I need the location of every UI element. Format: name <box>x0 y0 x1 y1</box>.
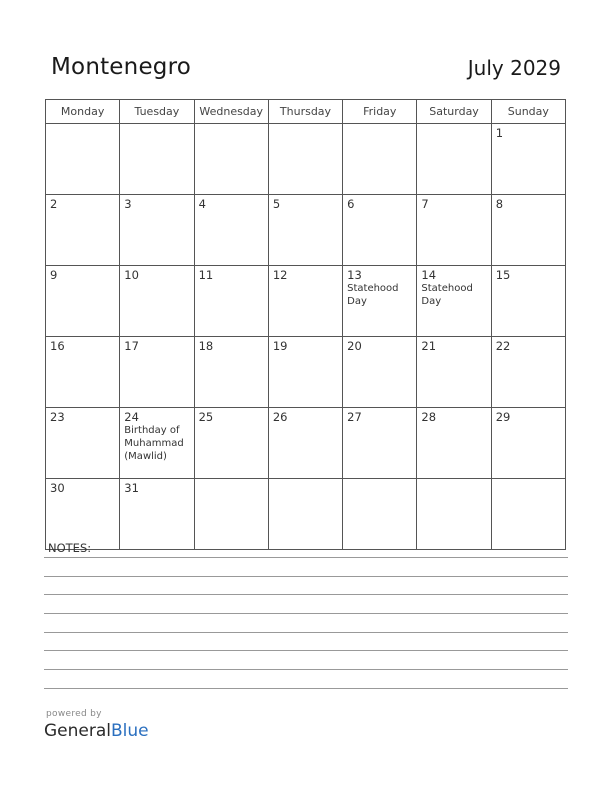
calendar-day-cell <box>194 408 268 479</box>
calendar-day-cell <box>194 266 268 337</box>
calendar-day-cell <box>46 124 120 195</box>
calendar-day-cell <box>120 408 194 479</box>
day-number: 14 <box>421 268 437 282</box>
day-number: 21 <box>421 339 437 353</box>
day-number: 18 <box>198 339 214 353</box>
calendar-day-cell <box>491 408 565 479</box>
calendar-day-cell <box>46 479 120 550</box>
day-number: 29 <box>495 410 511 424</box>
notes-line <box>44 613 568 614</box>
day-number: 10 <box>124 268 139 282</box>
day-number: 28 <box>421 410 437 424</box>
calendar-day-cell <box>417 195 491 266</box>
country-title: Montenegro <box>51 54 192 80</box>
calendar-day-cell <box>46 195 120 266</box>
weekday-header-wednesday: Wednesday <box>194 100 268 124</box>
day-number: 20 <box>347 339 362 353</box>
calendar-day-cell <box>343 266 417 337</box>
calendar-day-cell <box>343 124 417 195</box>
calendar-day-cell <box>417 408 491 479</box>
day-number: 6 <box>347 197 355 211</box>
brand-general-text: General <box>44 721 111 741</box>
day-number: 19 <box>272 339 288 353</box>
notes-label: NOTES: <box>48 541 92 555</box>
weekday-header-tuesday: Tuesday <box>120 100 194 124</box>
notes-line <box>44 669 568 670</box>
weekday-header-thursday: Thursday <box>268 100 342 124</box>
calendar-day-cell <box>417 479 491 550</box>
day-number: 5 <box>272 197 281 211</box>
day-number: 30 <box>50 481 65 495</box>
powered-by-text: powered by <box>46 709 102 719</box>
calendar-day-cell <box>268 266 342 337</box>
day-number: 9 <box>50 268 58 282</box>
day-number: 13 <box>347 268 362 282</box>
day-number: 4 <box>198 197 206 211</box>
calendar-day-cell <box>343 195 417 266</box>
notes-line <box>44 594 568 595</box>
day-number: 11 <box>198 268 214 282</box>
notes-line <box>44 576 568 577</box>
calendar-grid <box>45 99 566 550</box>
weekday-header-sunday: Sunday <box>491 100 565 124</box>
day-number: 22 <box>495 339 511 353</box>
calendar-day-cell <box>120 124 194 195</box>
calendar-day-cell <box>417 124 491 195</box>
weekday-header-monday: Monday <box>46 100 120 124</box>
notes-line <box>44 557 568 558</box>
notes-line <box>44 632 568 633</box>
calendar-day-cell <box>120 337 194 408</box>
day-number: 24 <box>124 410 139 424</box>
calendar-day-cell <box>120 479 194 550</box>
day-number: 15 <box>495 268 511 282</box>
calendar-day-cell <box>343 479 417 550</box>
day-number: 2 <box>50 197 58 211</box>
calendar-day-cell <box>268 337 342 408</box>
calendar-day-cell <box>46 408 120 479</box>
calendar-day-cell <box>491 266 565 337</box>
weekday-header-saturday: Saturday <box>417 100 491 124</box>
calendar-day-cell <box>46 337 120 408</box>
calendar-week-row <box>46 479 566 550</box>
brand-blue-text: Blue <box>111 721 149 741</box>
calendar-week-row <box>46 195 566 266</box>
day-number: 7 <box>421 197 429 211</box>
calendar-day-cell <box>268 479 342 550</box>
calendar-day-cell <box>268 124 342 195</box>
day-number: 31 <box>124 481 139 495</box>
calendar-day-cell <box>194 479 268 550</box>
calendar-week-row <box>46 124 566 195</box>
calendar-day-cell <box>417 337 491 408</box>
calendar-day-cell <box>120 266 194 337</box>
calendar-day-cell <box>491 479 565 550</box>
holiday-label: Statehood Day <box>347 283 399 307</box>
holiday-label: Statehood Day <box>421 283 473 307</box>
notes-line <box>44 688 568 689</box>
calendar-day-cell <box>268 195 342 266</box>
day-number: 12 <box>272 268 288 282</box>
day-number: 27 <box>347 410 362 424</box>
day-number: 3 <box>124 197 132 211</box>
notes-line <box>44 650 568 651</box>
day-number: 8 <box>495 197 504 211</box>
calendar-day-cell <box>491 195 565 266</box>
calendar-day-cell <box>120 195 194 266</box>
calendar-day-cell <box>491 337 565 408</box>
calendar-week-row <box>46 408 566 479</box>
day-number: 23 <box>50 410 65 424</box>
month-year-title: July 2029 <box>467 56 561 80</box>
calendar-day-cell <box>194 337 268 408</box>
holiday-label: Birthday of Muhammad (Mawlid) <box>124 425 184 462</box>
day-number: 17 <box>124 339 139 353</box>
weekday-header-row <box>46 100 566 124</box>
calendar-day-cell <box>491 124 565 195</box>
calendar-day-cell <box>194 124 268 195</box>
calendar-day-cell <box>46 266 120 337</box>
calendar-day-cell <box>417 266 491 337</box>
day-number: 26 <box>272 410 288 424</box>
day-number: 16 <box>50 339 65 353</box>
weekday-header-friday: Friday <box>343 100 417 124</box>
brand-logo[interactable] <box>44 721 149 741</box>
calendar-week-row <box>46 337 566 408</box>
calendar-day-cell <box>268 408 342 479</box>
calendar-day-cell <box>194 195 268 266</box>
calendar-day-cell <box>343 408 417 479</box>
calendar-day-cell <box>343 337 417 408</box>
calendar-week-row <box>46 266 566 337</box>
day-number: 1 <box>495 126 504 140</box>
day-number: 25 <box>198 410 214 424</box>
